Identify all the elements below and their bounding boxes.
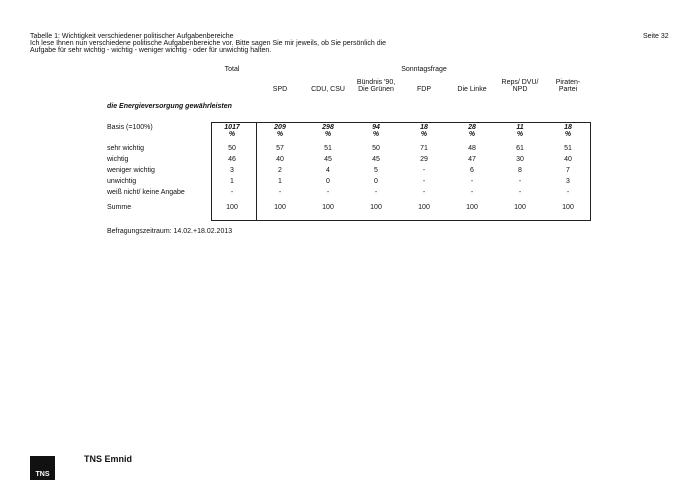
col-heading: FDP [417, 86, 431, 93]
table-cell: - [422, 178, 426, 185]
basis-percent: % [516, 131, 524, 138]
table-cell: 8 [518, 167, 522, 174]
basis-percent: % [468, 131, 476, 138]
table-cell: 3 [230, 167, 234, 174]
table-cell: 46 [228, 156, 236, 163]
table-cell: 45 [372, 156, 380, 163]
basis-percent: % [276, 131, 284, 138]
table-cell: 50 [228, 145, 236, 152]
table-cell: - [374, 189, 378, 196]
table-cell: 1 [278, 178, 282, 185]
table-cell: 0 [326, 178, 330, 185]
table-cell: - [518, 178, 522, 185]
basis-percent: % [228, 131, 236, 138]
basis-value: 18 [564, 124, 572, 131]
table-cell: 0 [374, 178, 378, 185]
row-label: wichtig [107, 156, 129, 163]
tns-logo-text: TNS [35, 471, 50, 478]
col-heading: Die Grünen [358, 86, 394, 93]
table-cell: - [518, 189, 522, 196]
basis-value: 298 [322, 124, 334, 131]
basis-percent: % [420, 131, 428, 138]
col-heading-line1: Bündnis '90, [356, 79, 396, 86]
row-label: Summe [107, 204, 132, 211]
table-cell: 71 [420, 145, 428, 152]
table-title: Tabelle 1: Wichtigkeit verschiedener politischer Aufgabenbereiche [30, 33, 234, 40]
row-label: weiß nicht/ keine Angabe [107, 189, 185, 196]
page-number: Seite 32 [643, 33, 669, 40]
basis-label: Basis (=100%) [107, 124, 153, 131]
col-group-heading: Sonntagsfrage [401, 66, 447, 73]
survey-period: Befragungszeitraum: 14.02.+18.02.2013 [107, 228, 233, 235]
col-heading: Partei [558, 86, 578, 93]
question-text-line2: Aufgabe für sehr wichtig - wichtig - weniger wichtig - oder für unwichtig halten. [30, 47, 272, 54]
table-cell: 40 [564, 156, 572, 163]
basis-value: 18 [420, 124, 428, 131]
table-cell: 47 [468, 156, 476, 163]
table-cell: 100 [370, 204, 382, 211]
col-heading: Die Linke [457, 86, 487, 93]
row-label: weniger wichtig [107, 167, 155, 174]
table-cell: 2 [278, 167, 282, 174]
table-cell: 61 [516, 145, 524, 152]
tns-logo [30, 456, 55, 480]
col-heading-line1: Piraten- [555, 79, 581, 86]
basis-value: 1017 [224, 124, 240, 131]
section-title: die Energieversorgung gewährleisten [107, 103, 232, 110]
col-heading: CDU, CSU [311, 86, 345, 93]
basis-value: 94 [372, 124, 380, 131]
table-cell: 7 [566, 167, 570, 174]
table-cell: 40 [276, 156, 284, 163]
table-cell: 51 [564, 145, 572, 152]
data-table-frame [211, 122, 591, 221]
table-cell: 50 [372, 145, 380, 152]
table-cell: 45 [324, 156, 332, 163]
table-cell: 100 [466, 204, 478, 211]
table-cell: 100 [226, 204, 238, 211]
table-cell: 100 [274, 204, 286, 211]
table-cell: 100 [418, 204, 430, 211]
table-cell: - [422, 189, 426, 196]
table-cell: 4 [326, 167, 330, 174]
basis-percent: % [372, 131, 380, 138]
col-heading: SPD [272, 86, 288, 93]
basis-value: 11 [516, 124, 524, 131]
basis-percent: % [564, 131, 572, 138]
table-cell: - [566, 189, 570, 196]
table-cell: - [230, 189, 234, 196]
row-label: sehr wichtig [107, 145, 144, 152]
col-heading: NPD [512, 86, 528, 93]
basis-value: 28 [468, 124, 476, 131]
table-cell: 3 [566, 178, 570, 185]
table-cell: 57 [276, 145, 284, 152]
table-cell: 100 [322, 204, 334, 211]
question-text-line1: Ich lese Ihnen nun verschiedene politische Aufgabenbereiche vor. Bitte sagen Sie mir jeweils, ob Sie persönlich die [30, 40, 387, 47]
table-cell: 5 [374, 167, 378, 174]
table-cell: 48 [468, 145, 476, 152]
row-label: unwichtig [107, 178, 137, 185]
table-cell: 6 [470, 167, 474, 174]
table-cell: - [470, 189, 474, 196]
table-cell: 30 [516, 156, 524, 163]
table-cell: 100 [562, 204, 574, 211]
col-heading-line1: Reps/ DVU/ [501, 79, 539, 86]
table-cell: 100 [514, 204, 526, 211]
total-divider [256, 122, 257, 221]
brand-name: TNS Emnid [84, 454, 133, 464]
table-cell: - [470, 178, 474, 185]
col-total-heading: Total [224, 66, 240, 73]
table-cell: - [422, 167, 426, 174]
basis-value: 209 [274, 124, 286, 131]
table-cell: 51 [324, 145, 332, 152]
table-cell: 1 [230, 178, 234, 185]
table-cell: - [278, 189, 282, 196]
table-cell: - [326, 189, 330, 196]
basis-percent: % [324, 131, 332, 138]
table-cell: 29 [420, 156, 428, 163]
